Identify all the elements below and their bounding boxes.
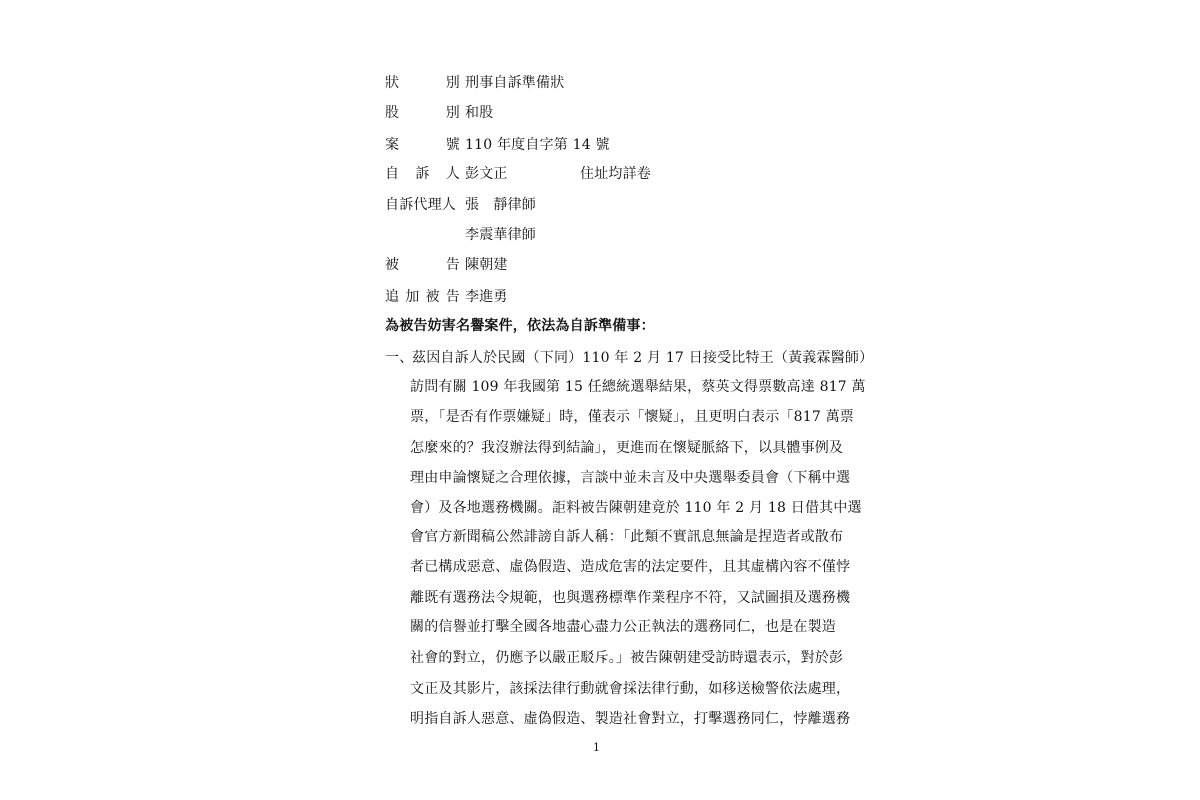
- paragraph-line: 會官方新聞稿公然誹謗自訴人稱：「此類不實訊息無論是捏造者或散布: [410, 529, 844, 545]
- paragraph-line: 茲因自訴人於民國（下同）110 年 2 月 17 日接受比特王（黃義霖醫師）: [412, 350, 874, 366]
- field-label: [385, 256, 460, 274]
- field-label-char: 告: [445, 289, 460, 305]
- field-label: [385, 288, 460, 306]
- field-label-char: 股: [385, 105, 400, 121]
- paragraph-marker: 一、: [385, 350, 414, 366]
- field-value: 和股: [465, 105, 494, 121]
- paragraph-line: 理由申論懷疑之合理依據，言談中並未言及中央選舉委員會（下稱中選: [410, 470, 851, 486]
- paragraph-line: 票，「是否有作票嫌疑」時，僅表示「懷疑」，且更明白表示「817 萬票: [410, 409, 854, 425]
- field-value: 李進勇: [465, 289, 508, 305]
- document-heading: 為被告妨害名譽案件，依法為自訴準備事：: [385, 318, 655, 334]
- field-extra: 住址均詳卷: [580, 166, 651, 182]
- field-label-char: 訴: [415, 166, 430, 182]
- paragraph-line: 關的信譽並打擊全國各地盡心盡力公正執法的選務同仁，也是在製造: [410, 619, 836, 635]
- field-value: 彭文正: [465, 166, 508, 182]
- field-label-char: 告: [445, 257, 460, 273]
- paragraph-line: 訪問有關 109 年我國第 15 任總統選舉結果，蔡英文得票數高達 817 萬: [410, 379, 866, 395]
- field-value: 張 靜律師: [465, 197, 536, 213]
- field-value: 110 年度自字第 14 號: [465, 137, 610, 153]
- paragraph-line: 社會的對立，仍應予以嚴正駁斥。」被告陳朝建受訪時還表示，對於彭: [410, 650, 844, 666]
- field-label-char: 加: [405, 289, 420, 305]
- field-label-char: 號: [445, 137, 460, 153]
- paragraph-line: 明指自訴人惡意、虛偽假造、製造社會對立，打擊選務同仁，悖離選務: [410, 711, 851, 727]
- field-label-char: 自訴代理人: [385, 197, 456, 213]
- paragraph-line: 怎麼來的？我沒辦法得到結論」，更進而在懷疑脈絡下，以具體事例及: [410, 440, 844, 456]
- field-label-char: 狀: [385, 75, 400, 91]
- field-label-char: 別: [445, 75, 460, 91]
- field-label-char: 案: [385, 137, 400, 153]
- paragraph-line: 會）及各地選務機關。詎料被告陳朝建竟於 110 年 2 月 18 日借其中選: [410, 500, 862, 516]
- field-label-char: 被: [425, 289, 440, 305]
- paragraph-line: 者已構成惡意、虛偽假造、造成危害的法定要件，且其虛構內容不僅悖: [410, 559, 851, 575]
- field-label-char: 別: [445, 105, 460, 121]
- field-label: [385, 136, 460, 154]
- field-label-char: 被: [385, 257, 400, 273]
- field-label-char: 追: [385, 289, 400, 305]
- field-label-char: 人: [445, 166, 460, 182]
- page-number: 1: [593, 741, 600, 754]
- field-label: [385, 74, 460, 92]
- field-value: 刑事自訴準備狀: [465, 75, 565, 91]
- paragraph-line: 文正及其影片，該採法律行動就會採法律行動，如移送檢警依法處理，: [410, 681, 851, 697]
- field-value: 李震華律師: [465, 227, 536, 243]
- field-label: [385, 165, 460, 183]
- field-value: 陳朝建: [465, 257, 508, 273]
- paragraph-line: 離既有選務法令規範，也與選務標準作業程序不符，又試圖損及選務機: [410, 590, 851, 606]
- field-label: [385, 104, 460, 122]
- field-label: [385, 196, 465, 214]
- field-label-char: 自: [385, 166, 400, 182]
